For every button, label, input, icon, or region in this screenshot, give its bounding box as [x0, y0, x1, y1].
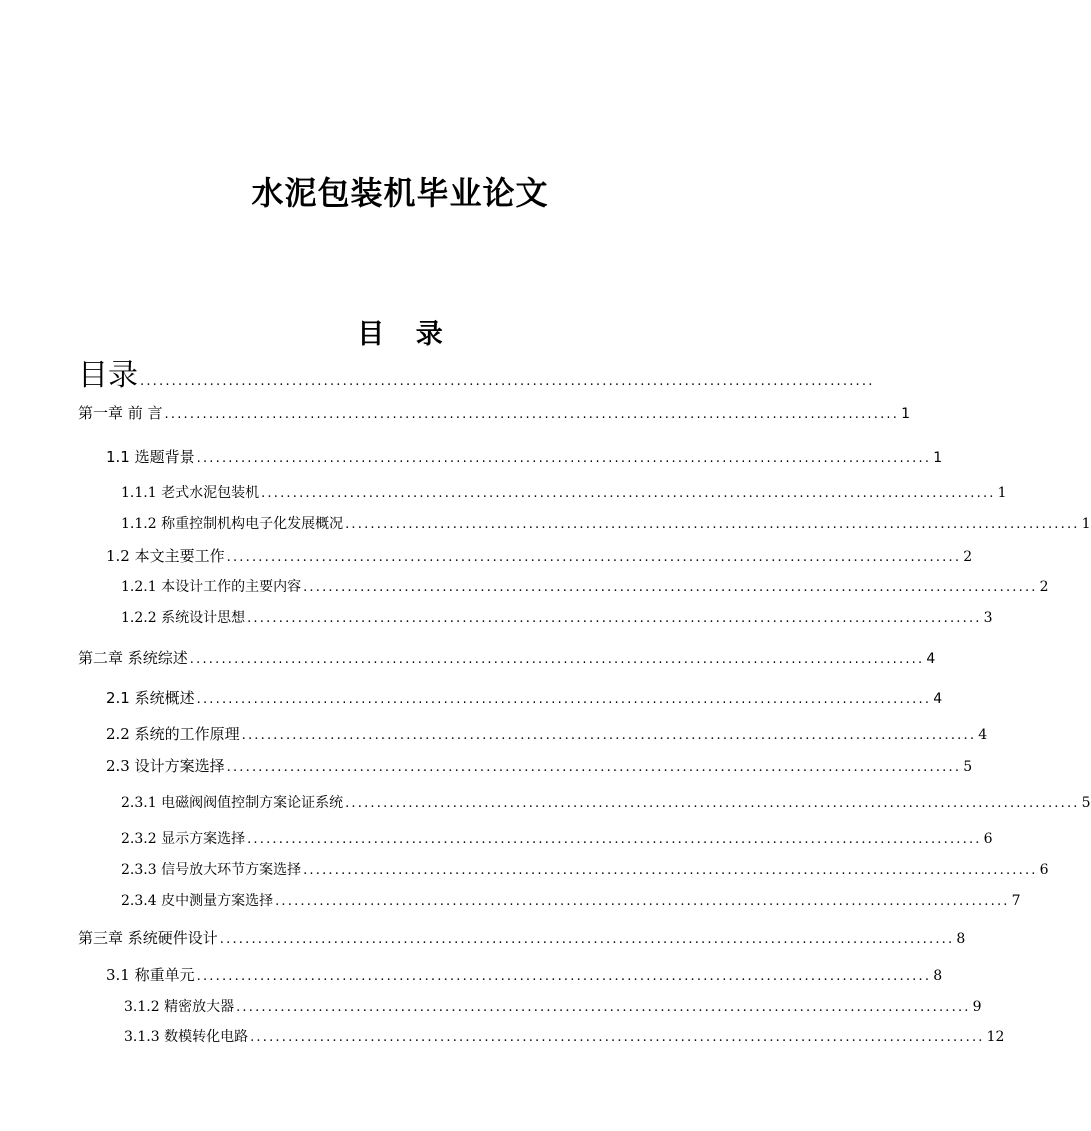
toc-entry-page: 5	[1081, 795, 1091, 811]
toc-entry-page: 12	[986, 1029, 1005, 1045]
toc-entry[interactable]	[78, 927, 966, 948]
toc-entry[interactable]	[78, 350, 875, 394]
toc-entry[interactable]	[121, 792, 1091, 812]
toc-entry-page: 6	[983, 831, 993, 847]
toc-entry-label: 1.2.1 本设计工作的主要内容	[121, 579, 302, 595]
toc-entry-label: 1.2.2 系统设计思想	[121, 610, 246, 626]
toc-entry-page: 4	[926, 651, 936, 667]
toc-entry[interactable]	[121, 576, 1049, 596]
toc-entry-page: 5	[963, 759, 973, 775]
toc-entry-label: 2.3.2 显示方案选择	[121, 831, 246, 847]
toc-entry[interactable]	[106, 723, 988, 744]
toc-entry-page: 4	[933, 691, 943, 707]
toc-entry-page: 7	[1011, 893, 1021, 909]
document-title: 水泥包装机毕业论文	[251, 174, 549, 212]
toc-entry-label: 2.3 设计方案选择	[106, 757, 225, 775]
toc-leader-dots: ....................................................................................................................	[196, 692, 932, 707]
toc-entry-label: 第一章 前 言	[78, 404, 163, 422]
toc-leader-dots: ....................................................................................................................	[236, 1000, 971, 1015]
toc-entry-page: 4	[978, 727, 988, 743]
toc-entry-label: 2.1 系统概述	[106, 689, 195, 707]
toc-entry-label: 1.1.1 老式水泥包装机	[121, 485, 260, 501]
toc-leader-dots: ....................................................................................................................	[303, 863, 1038, 878]
toc-entry-label: 3.1.2 精密放大器	[124, 999, 235, 1015]
toc-entry-label: 1.2 本文主要工作	[106, 547, 225, 565]
toc-entry-page: 1	[1081, 516, 1091, 532]
toc-entry[interactable]	[78, 402, 911, 423]
toc-entry-label: 2.2 系统的工作原理	[106, 725, 240, 743]
toc-entry[interactable]	[106, 964, 943, 985]
toc-entry-label: 第二章 系统综述	[78, 649, 188, 667]
toc-entry-page: 1	[933, 450, 943, 466]
toc-entry-page: 2	[963, 549, 973, 565]
toc-leader-dots: ....................................................................................................................	[164, 407, 900, 422]
toc-entry-page: 8	[956, 931, 966, 947]
toc-entry[interactable]	[106, 755, 973, 776]
toc-entry-label: 2.3.4 皮中测量方案选择	[121, 893, 274, 909]
toc-entry[interactable]	[78, 647, 936, 668]
toc-leader-dots: ....................................................................................................................	[196, 969, 932, 984]
toc-leader-dots: ....................................................................................................................	[345, 517, 1080, 532]
toc-leader-dots: ....................................................................................................................	[303, 580, 1038, 595]
toc-entry-page: 1	[997, 485, 1007, 501]
toc-entry-label: 3.1 称重单元	[106, 966, 195, 984]
toc-entry[interactable]	[124, 996, 982, 1016]
toc-leader-dots: ....................................................................................................................	[226, 760, 962, 775]
toc-leader-dots: ....................................................................................................................	[219, 932, 955, 947]
toc-entry-label: 第三章 系统硬件设计	[78, 929, 218, 947]
toc-heading: 目 录	[357, 319, 443, 350]
toc-leader-dots: ....................................................................................................................	[241, 728, 977, 743]
toc-entry-page: 8	[933, 968, 943, 984]
toc-entry[interactable]	[106, 545, 973, 566]
toc-leader-dots: ....................................................................................................................	[196, 451, 932, 466]
toc-entry[interactable]	[121, 513, 1091, 533]
toc-entry[interactable]	[121, 607, 993, 627]
toc-entry-label: 1.1.2 称重控制机构电子化发展概况	[121, 516, 344, 532]
toc-entry-page: 9	[972, 999, 982, 1015]
toc-leader-dots: ....................................................................................................................	[275, 894, 1010, 909]
toc-entry-label: 1.1 选题背景	[106, 448, 195, 466]
toc-leader-dots: ....................................................................................................................	[250, 1030, 985, 1045]
toc-entry[interactable]	[124, 1026, 1005, 1046]
toc-leader-dots: ....................................................................................................................	[261, 486, 996, 501]
toc-leader-dots: ....................................................................................................................	[140, 374, 875, 389]
toc-entry[interactable]	[121, 828, 993, 848]
toc-entry[interactable]	[121, 482, 1007, 502]
toc-entry-label: 3.1.3 数模转化电路	[124, 1029, 249, 1045]
toc-entry-page: 2	[1039, 579, 1049, 595]
toc-entry[interactable]	[106, 687, 943, 708]
toc-entry-page: 1	[901, 406, 911, 422]
toc-leader-dots: ....................................................................................................................	[345, 796, 1080, 811]
toc-entry-page: 6	[1039, 862, 1049, 878]
toc-entry[interactable]	[106, 446, 943, 467]
toc-entry[interactable]	[121, 859, 1049, 879]
toc-entry-label: 目录	[78, 358, 138, 393]
toc-leader-dots: ....................................................................................................................	[189, 652, 925, 667]
toc-entry-label: 2.3.1 电磁阀阀值控制方案论证系统	[121, 795, 344, 811]
toc-leader-dots: ....................................................................................................................	[226, 550, 962, 565]
toc-entry[interactable]	[121, 890, 1021, 910]
toc-leader-dots: ....................................................................................................................	[247, 611, 982, 626]
toc-entry-label: 2.3.3 信号放大环节方案选择	[121, 862, 302, 878]
toc-leader-dots: ....................................................................................................................	[247, 832, 982, 847]
toc-entry-page: 3	[983, 610, 993, 626]
